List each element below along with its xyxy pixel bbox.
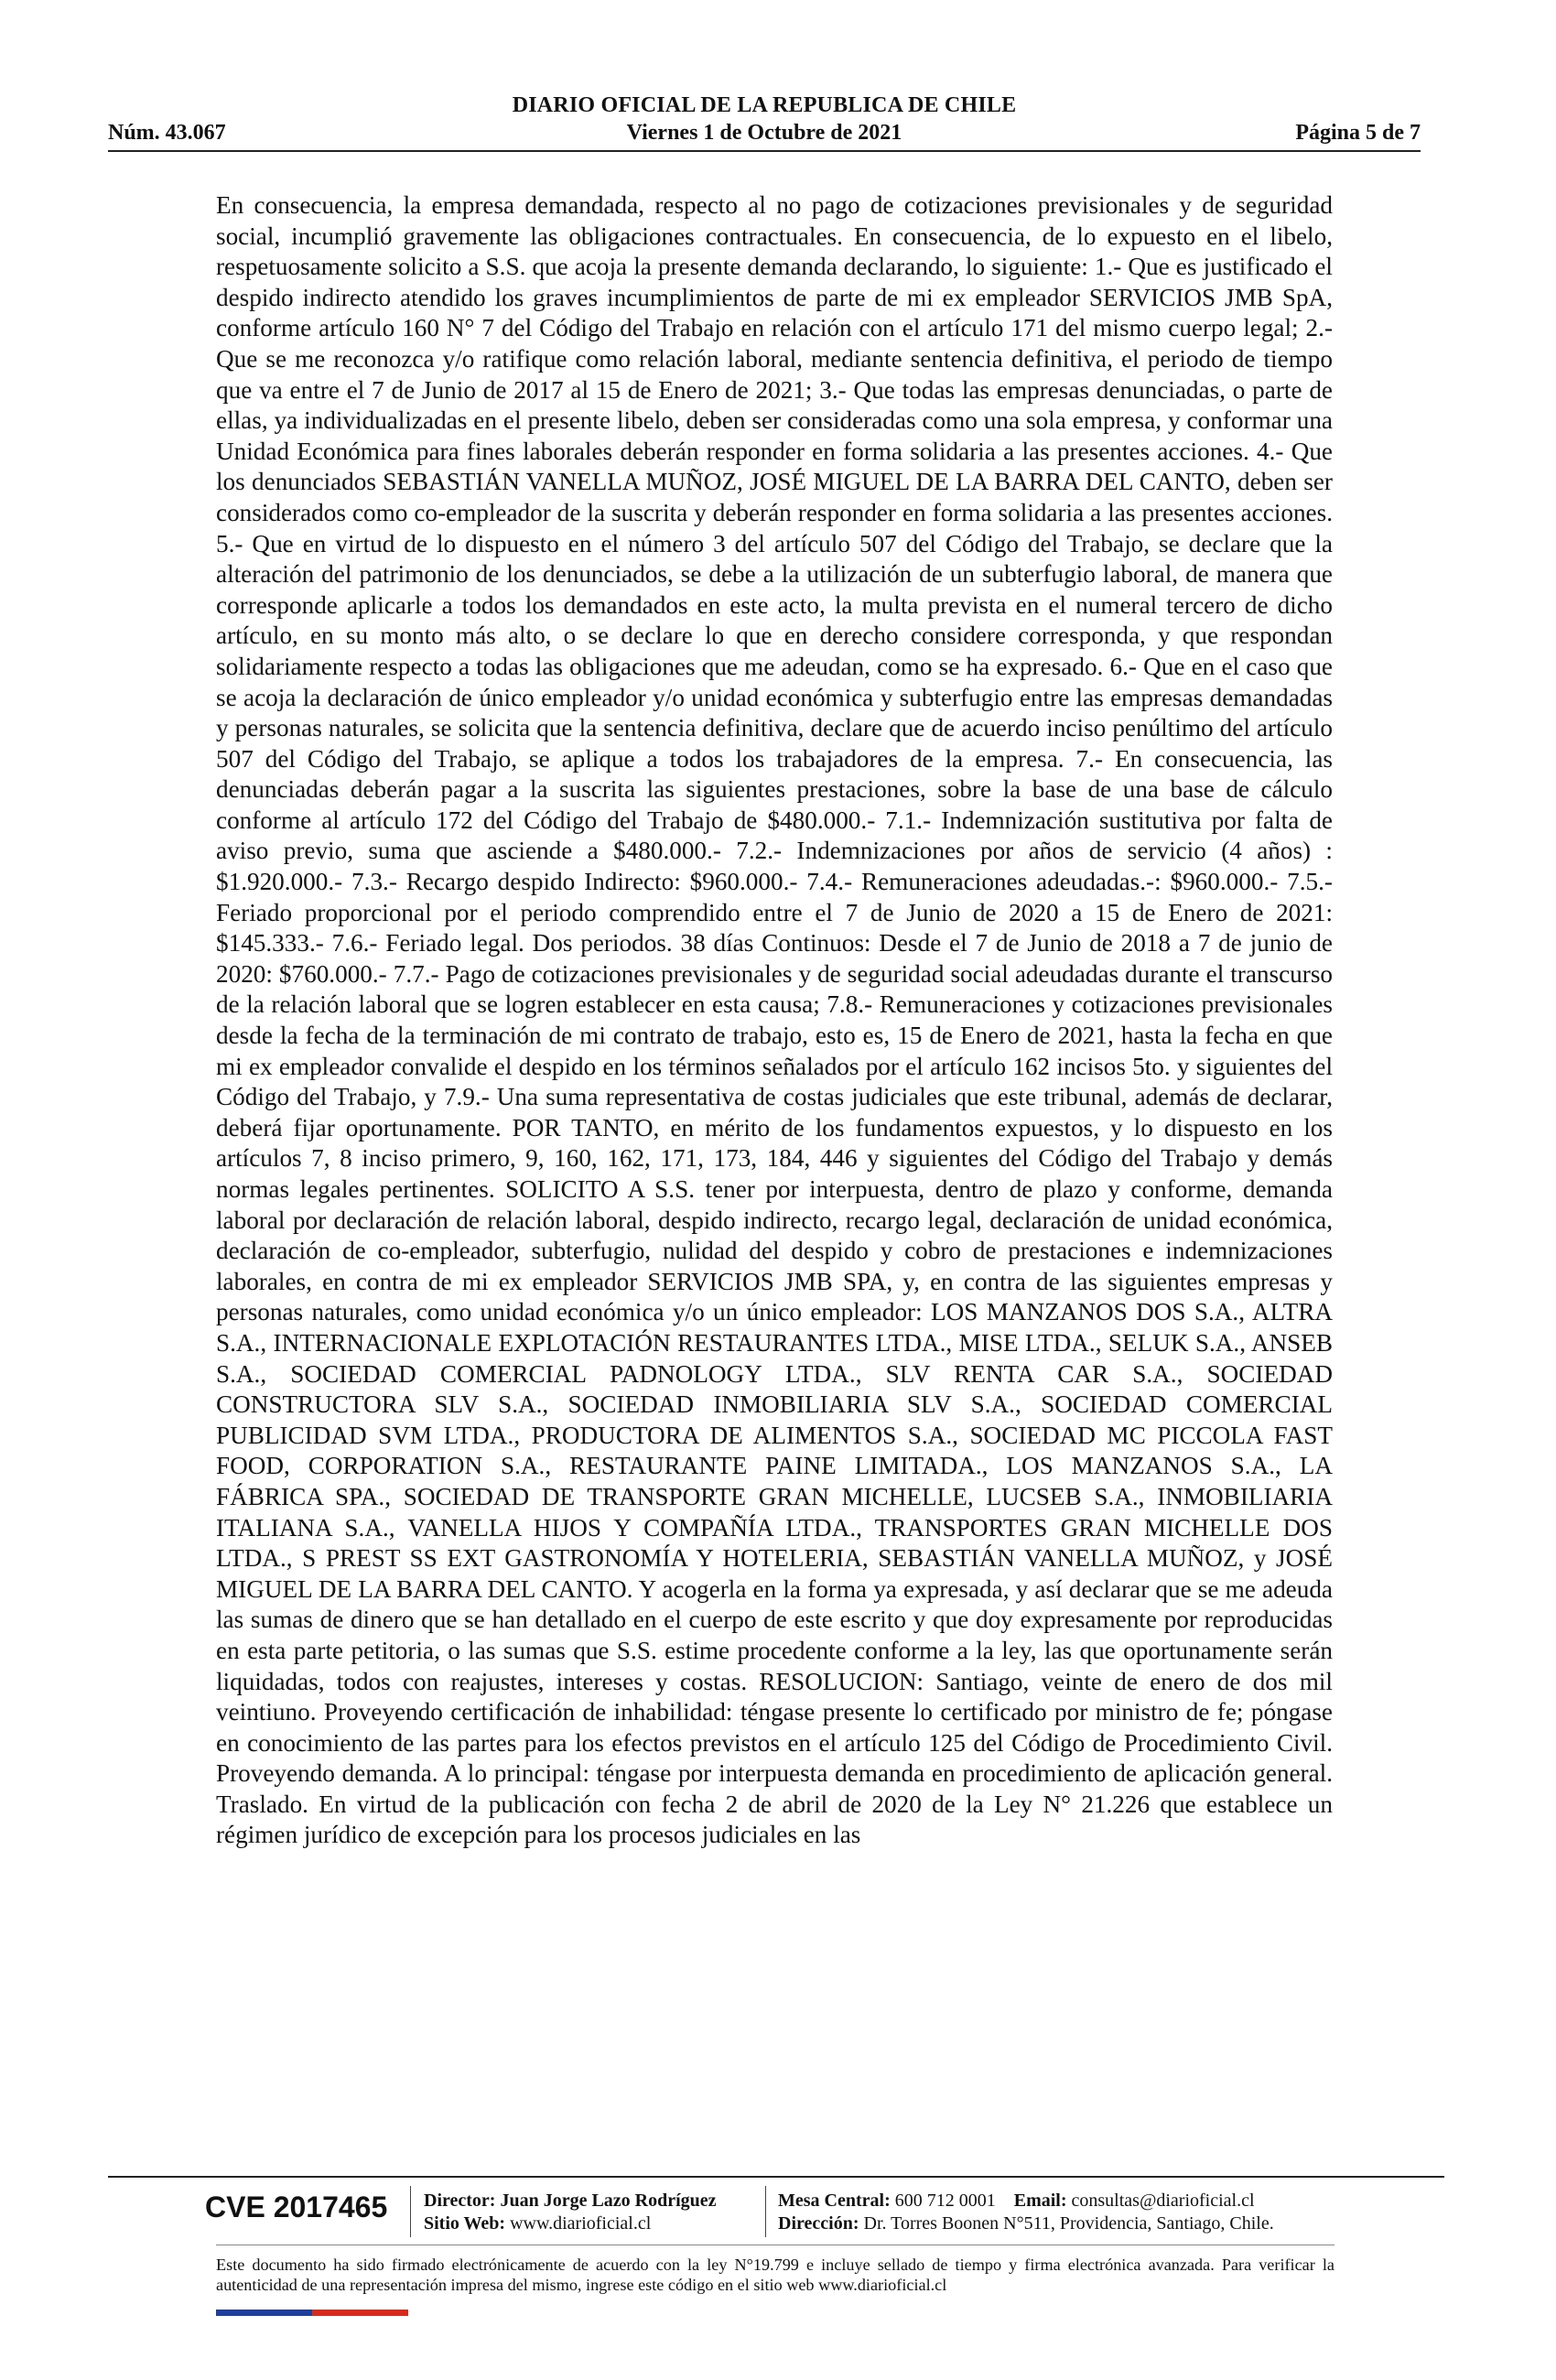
email-label: Email: [1013,2191,1067,2211]
director-label: Director: [424,2191,496,2211]
mesa-label: Mesa Central: [778,2191,891,2211]
signature-note: Este documento ha sido firmado electrónicamente de acuerdo con la ley N°19.799 e incluye sellado de tiempo y firma electrónica avanzada. Para verificar la autenticidad de una representación impresa del mismo, ingrese este código en el sitio web www.diarioficial.cl [216,2256,1334,2294]
footer-separator [765,2186,766,2237]
issue-number: Núm. 43.067 [108,121,226,145]
issue-date: Viernes 1 de Octubre de 2021 [626,121,902,145]
page-header [108,92,1421,152]
director-name: Juan Jorge Lazo Rodríguez [500,2191,717,2211]
website-link[interactable]: www.diarioficial.cl [510,2213,652,2234]
email-link[interactable]: consultas@diarioficial.cl [1071,2191,1255,2211]
cve-code: CVE 2017465 [205,2191,388,2223]
address-value: Dr. Torres Boonen N°511, Providencia, Santiago, Chile. [863,2213,1274,2234]
publication-title: DIARIO OFICIAL DE LA REPUBLICA DE CHILE [512,93,1017,117]
flag-red-bar [312,2310,408,2316]
page-indicator: Página 5 de 7 [1295,121,1421,145]
footer-contact-left [424,2190,717,2235]
footer-divider [108,2176,1444,2178]
mesa-value: 600 712 0001 [894,2191,996,2211]
website-label: Sitio Web: [424,2213,506,2234]
footer-separator [410,2186,411,2237]
address-label: Dirección: [778,2213,859,2234]
footer-contact-right [778,2190,1274,2235]
chile-flag-stripe [216,2310,408,2316]
body-text: En consecuencia, la empresa demandada, respecto al no pago de cotizaciones previsionales y de seguridad social, incumplió gravemente las obligaciones contractuales. En consecuencia, de lo expuesto en el libelo, respetuosamente solicito a S.S. que acoja la presente demanda declarando, lo siguiente: 1.- Que es justificado el despido indirecto atendido los graves incumplimientos de parte de mi ex empleador SERVICIOS JMB SpA, conforme artículo 160 N° 7 del Código del Trabajo en relación con el artículo 171 del mismo cuerpo legal; 2.- Que se me reconozca y/o ratifique como relación laboral, mediante sentencia definitiva, el periodo de tiempo que va entre el 7 de Junio de 2017 al 15 de Enero de 2021; 3.- Que todas las empresas denunciadas, o parte de ellas, ya individualizadas en el presente libelo, deben ser consideradas como una sola empresa, y conformar una Unidad Económica para fines laborales deberán responder en forma solidaria a las presentes acciones. 4.- Que los denunciados SEBASTIÁN VANELLA MUÑOZ, JOSÉ MIGUEL DE LA BARRA DEL CANTO, deben ser considerados como co-empleador de la suscrita y deberán responder en forma solidaria a las presentes acciones. 5.- Que en virtud de lo dispuesto en el número 3 del artículo 507 del Código del Trabajo, se declare que la alteración del patrimonio de los denunciados, se debe a la utilización de un subterfugio laboral, de manera que corresponde aplicarle a todos los demandados en este acto, la multa prevista en el numeral tercero de dicho artículo, en su monto más alto, o se declare lo que en derecho considere corresponda, y que respondan solidariamente respecto a todas las obligaciones que me adeudan, como se ha expresado. 6.- Que en el caso que se acoja la declaración de único empleador y/o unidad económica y subterfugio entre las empresas demandadas y personas naturales, se solicita que la sentencia definitiva, declare que de acuerdo inciso penúltimo del artículo 507 del Código del Trabajo, se aplique a todos los trabajadores de la empresa. 7.- En consecuencia, las denunciadas deberán pagar a la suscrita las siguientes prestaciones, sobre la base de una base de cálculo conforme al artículo 172 del Código del Trabajo de $480.000.- 7.1.- Indemnización sustitutiva por falta de aviso previo, suma que asciende a $480.000.- 7.2.- Indemnizaciones por años de servicio (4 años) : $1.920.000.- 7.3.- Recargo despido Indirecto: $960.000.- 7.4.- Remuneraciones adeudadas.-: $960.000.- 7.5.- Feriado proporcional por el periodo comprendido entre el 7 de Junio de 2020 a 15 de Enero de 2021: $145.333.- 7.6.- Feriado legal. Dos periodos. 38 días Continuos: Desde el 7 de Junio de 2018 a 7 de junio de 2020: $760.000.- 7.7.- Pago de cotizaciones previsionales y de seguridad social adeudadas durante el transcurso de la relación laboral que se logren establecer en esta causa; 7.8.- Remuneraciones y cotizaciones previsionales desde la fecha de la terminación de mi contrato de trabajo, esto es, 15 de Enero de 2021, hasta la fecha en que mi ex empleador convalide el despido en los términos señalados por el artículo 162 incisos 5to. y siguientes del Código del Trabajo, y 7.9.- Una suma representativa de costas judiciales que este tribunal, además de declarar, deberá fijar oportunamente. POR TANTO, en mérito de los fundamentos expuestos, y lo dispuesto en los artículos 7, 8 inciso primero, 9, 160, 162, 171, 173, 184, 446 y siguientes del Código del Trabajo y demás normas legales pertinentes. SOLICITO A S.S. tener por interpuesta, dentro de plazo y conforme, demanda laboral por declaración de relación laboral, despido indirecto, recargo legal, declaración de unidad económica, declaración de co-empleador, subterfugio, nulidad del despido y cobro de prestaciones e indemnizaciones laborales, en contra de mi ex empleador SERVICIOS JMB SPA, y, en contra de las siguientes empresas y personas naturales, como unidad económica y/o un único empleador: LOS MANZANOS DOS S.A., ALTRA S.A., INTERNACIONALE EXPLOTACIÓN RESTAURANTES LTDA., MISE LTDA., SELUK S.A., ANSEB S.A., SOCIEDAD COMERCIAL PADNOLOGY LTDA., SLV RENTA CAR S.A., SOCIEDAD CONSTRUCTORA SLV S.A., SOCIEDAD INMOBILIARIA SLV S.A., SOCIEDAD COMERCIAL PUBLICIDAD SVM LTDA., PRODUCTORA DE ALIMENTOS S.A., SOCIEDAD MC PICCOLA FAST FOOD, CORPORATION S.A., RESTAURANTE PAINE LIMITADA., LOS MANZANOS S.A., LA FÁBRICA SPA., SOCIEDAD DE TRANSPORTE GRAN MICHELLE, LUCSEB S.A., INMOBILIARIA ITALIANA S.A., VANELLA HIJOS Y COMPAÑÍA LTDA., TRANSPORTES GRAN MICHELLE DOS LTDA., S PREST SS EXT GASTRONOMÍA Y HOTELERIA, SEBASTIÁN VANELLA MUÑOZ, y JOSÉ MIGUEL DE LA BARRA DEL CANTO. Y acogerla en la forma ya expresada, y así declarar que se me adeuda las sumas de dinero que se han detallado en el cuerpo de este escrito y que doy expresamente por reproducidas en esta parte petitoria, o las sumas que S.S. estime procedente conforme a la ley, las que oportunamente serán liquidadas, todos con reajustes, intereses y costas. RESOLUCION: Santiago, veinte de enero de dos mil veintiuno. Proveyendo certificación de inhabilidad: téngase presente lo certificado por ministro de fe; póngase en conocimiento de las partes para los efectos previstos en el artículo 125 del Código de Procedimiento Civil. Proveyendo demanda. A lo principal: téngase por interpuesta demanda en procedimiento de aplicación general. Traslado. En virtud de la publicación con fecha 2 de abril de 2020 de la Ley N° 21.226 que establece un régimen jurídico de excepción para los procesos judiciales en las [216,191,1333,1849]
flag-blue-bar [216,2310,312,2316]
